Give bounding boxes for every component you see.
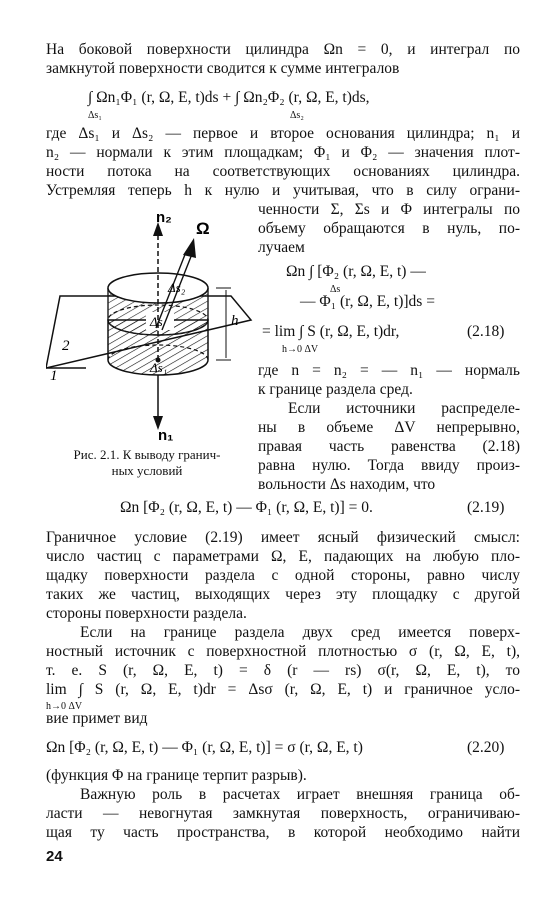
text-line: правая часть равенства (2.18) [258, 438, 520, 455]
text-line: ны в объеме ΔV непрерывно, [258, 419, 520, 436]
equation-number: (2.19) [467, 499, 505, 516]
equation-2-19: Ωn [Φ₂ (r, Ω, E, t) — Φ₁ (r, Ω, E, t)] = 0. [120, 499, 373, 516]
omega-arrow-icon [183, 238, 196, 258]
equation-number: (2.20) [467, 739, 505, 756]
label-omega: Ω [196, 219, 210, 238]
label-n1: n₁ [158, 427, 174, 444]
label-h: h [231, 313, 239, 329]
label-medium-1: 1 [50, 368, 58, 384]
text-line: где n = n₂ = — n₁ — нормаль [258, 362, 520, 379]
text-line: к границе раздела сред. [258, 381, 413, 398]
equation-sum-integrals: ∫ Ωn₁Φ₁ (r, Ω, E, t)ds + ∫ Ωn₂Φ₂ (r, Ω, E, t)ds, [88, 89, 370, 106]
equation-2-18-line1: Ωn ∫ [Φ₂ (r, Ω, E, t) — [286, 263, 426, 280]
equation-subscript: Δs [330, 284, 341, 295]
text-line: (функция Φ на границе терпит разрыв). [46, 767, 307, 784]
text-line: Если на границе раздела двух сред имеется поверх- [80, 624, 520, 641]
equation-subscript: Δs₁ [88, 110, 102, 121]
figure-cylinder-diagram [46, 200, 256, 445]
figure-caption: ных условий [111, 463, 183, 478]
text-line: n₂ — нормали к этим площадкам; Φ₁ и Φ₂ — значения плот- [46, 144, 520, 161]
text-line: таких же частиц, выходящих через эту площадку с другой [46, 586, 520, 603]
text-line: Устремляя теперь h к нулю и учитывая, что в силу ограни- [46, 182, 520, 199]
equation-2-18-line2: — Φ₁ (r, Ω, E, t)]ds = [300, 293, 435, 310]
text-line: Если источники распределе- [288, 400, 520, 417]
text-line: ченности Σ, Σs и Φ интегралы по [258, 201, 520, 218]
page-number: 24 [46, 848, 63, 865]
text-line: ласти — невогнутая замкнутая поверхность, ограничиваю- [46, 805, 520, 822]
equation-subscript: h→0 ΔV [282, 344, 319, 355]
text-line: lim ∫ S (r, Ω, E, t)dr = Δsσ (r, Ω, E, t) и граничное усло- [46, 681, 520, 698]
text-line: щадку поверхности раздела с одной стороны, равно числу [46, 567, 520, 584]
equation-2-20: Ωn [Φ₂ (r, Ω, E, t) — Φ₁ (r, Ω, E, t)] = σ (r, Ω, E, t) [46, 739, 363, 756]
text-line: число частиц с параметрами Ω, E, падающих на любую пло- [46, 548, 520, 565]
text-line: ности потока на соответствующих основаниях цилиндра. [46, 163, 520, 180]
label-medium-2: 2 [62, 338, 70, 354]
text-line: где Δs₁ и Δs₂ — первое и второе основания цилиндра; n₁ и [46, 125, 520, 142]
text-line: На боковой поверхности цилиндра Ωn = 0, и интеграл по [46, 41, 520, 58]
label-ds1: Δs₁ [150, 360, 168, 375]
text-line: щая ту часть пространства, в которой необходимо найти [46, 824, 520, 841]
text-line: т. е. S (r, Ω, E, t) = δ (r — rs) σ(r, Ω, E, t), то [46, 662, 520, 679]
text-line: замкнутой поверхности сводится к сумме интегралов [46, 60, 400, 77]
text-line: Важную роль в расчетах играет внешняя граница об- [80, 786, 520, 803]
equation-2-18-line3: = lim ∫ S (r, Ω, E, t)dr, [262, 323, 400, 340]
label-ds: Δs [150, 314, 163, 329]
text-line: Граничное условие (2.19) имеет ясный физический смысл: [46, 529, 520, 546]
equation-subscript: h→0 ΔV [46, 701, 83, 712]
label-ds2: Δs₂ [168, 280, 186, 295]
text-line: вие примет вид [46, 710, 148, 727]
label-n2: n₂ [156, 209, 172, 226]
text-line: вольности Δs находим, что [258, 476, 436, 493]
text-line: объему обращаются в нуль, по- [258, 220, 520, 237]
text-line: лучаем [258, 239, 305, 256]
text-line: ностный источник с поверхностной плотностью σ (r, Ω, E, t), [46, 643, 520, 660]
text-line: равна нулю. Тогда ввиду произ- [258, 457, 520, 474]
text-line: стороны поверхности раздела. [46, 605, 247, 622]
equation-subscript: Δs₂ [290, 110, 304, 121]
equation-number: (2.18) [467, 323, 505, 340]
figure-caption: Рис. 2.1. К выводу гранич- [73, 447, 221, 462]
